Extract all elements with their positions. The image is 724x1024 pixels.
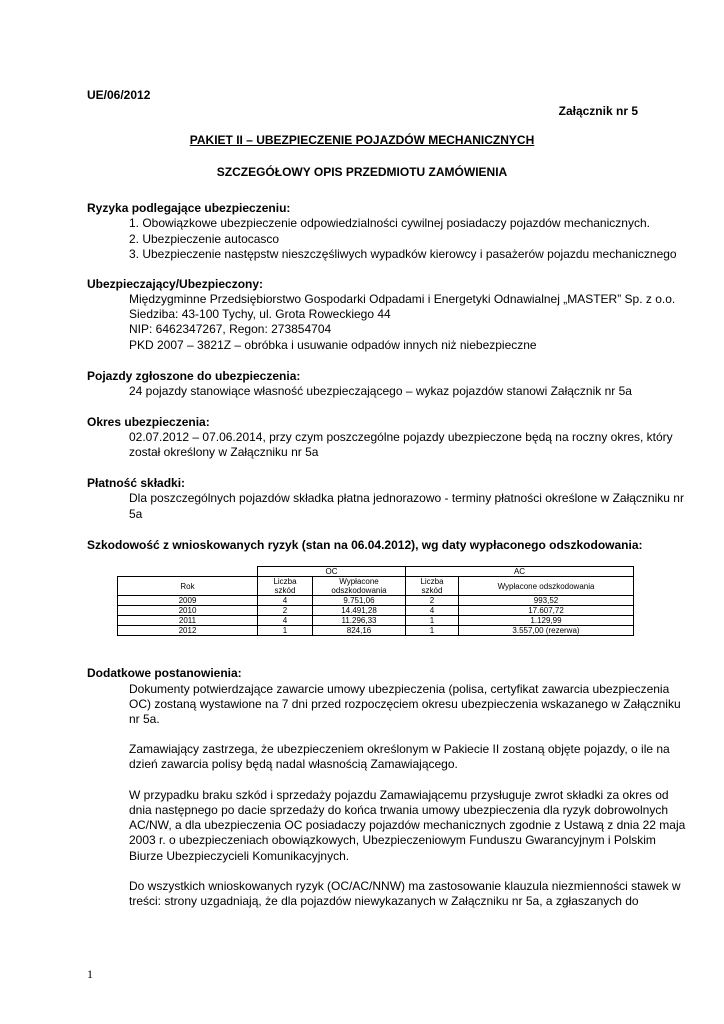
ac-paid-header: Wypłacone odszkodowania xyxy=(459,577,634,596)
vehicles-heading: Pojazdy zgłoszone do ubezpieczenia: xyxy=(87,369,301,383)
ac-count-header: Liczba szkód xyxy=(406,577,459,596)
losses-table xyxy=(117,566,634,636)
paragraph-line: dnia następnego po dacie sprzedaży do końca trwania umowy ubezpieczenia dla ryzyk dobrowolnych xyxy=(129,803,668,817)
cell-oc-count: 2 xyxy=(258,606,313,616)
risk-item: 1. Obowiązkowe ubezpieczenie odpowiedzialności cywilnej posiadaczy pojazdów mechanicznych. xyxy=(129,216,650,230)
additional-heading: Dodatkowe postanowienia: xyxy=(87,666,242,680)
cell-oc-paid: 14.491,28 xyxy=(313,606,406,616)
losses-heading: Szkodowość z wnioskowanych ryzyk (stan na 06.04.2012), wg daty wypłaconego odszkodowania: xyxy=(87,538,643,552)
risks-heading: Ryzyka podlegające ubezpieczeniu: xyxy=(87,201,291,215)
payment-text: 5a xyxy=(129,507,143,521)
cell-ac-count: 4 xyxy=(406,606,459,616)
insured-line: NIP: 6462347267, Regon: 273854704 xyxy=(129,322,332,336)
paragraph-line: W przypadku braku szkód i sprzedaży pojazdu Zamawiającemu przysługuje zwrot składki za okres od xyxy=(129,788,669,802)
paragraph-line: Biurze Ubezpieczycieli Komunikacyjnych. xyxy=(129,849,350,863)
insured-line: PKD 2007 – 3821Z – obróbka i usuwanie odpadów innych niż niebezpieczne xyxy=(129,338,537,352)
cell-oc-paid: 11.296,33 xyxy=(313,616,406,626)
period-text: 02.07.2012 – 07.06.2014, przy czym poszczególne pojazdy ubezpieczone będą na roczny okres, który xyxy=(129,430,673,444)
payment-heading: Płatność składki: xyxy=(87,476,186,490)
cell-oc-count: 4 xyxy=(258,616,313,626)
table-row xyxy=(118,606,634,616)
risk-item: 2. Ubezpieczenie autocasco xyxy=(129,232,280,246)
cell-oc-count: 1 xyxy=(258,626,313,636)
cell-oc-paid: 824,16 xyxy=(313,626,406,636)
vehicles-text: 24 pojazdy stanowiące własność ubezpieczającego – wykaz pojazdów stanowi Załącznik nr 5a xyxy=(129,384,632,398)
paragraph-line: nr 5a. xyxy=(129,712,160,726)
document-subtitle: SZCZEGÓŁOWY OPIS PRZEDMIOTU ZAMÓWIENIA xyxy=(216,165,508,179)
cell-oc-paid: 9.751,06 xyxy=(313,596,406,606)
cell-year: 2010 xyxy=(118,606,258,616)
risk-item: 3. Ubezpieczenie następstw nieszczęśliwych wypadków kierowcy i pasażerów pojazdu mechanicznego xyxy=(129,247,677,261)
cell-oc-count: 4 xyxy=(258,596,313,606)
cell-ac-count: 1 xyxy=(406,616,459,626)
paragraph-line: Do wszystkich wnioskowanych ryzyk (OC/AC/NNW) ma zastosowanie klauzula niezmienności stawek w xyxy=(129,879,681,893)
oc-paid-header: Wypłacone odszkodowania xyxy=(313,577,406,596)
document-reference: UE/06/2012 xyxy=(87,88,151,102)
cell-year: 2011 xyxy=(118,616,258,626)
table-row xyxy=(118,596,634,606)
attachment-label: Załącznik nr 5 xyxy=(558,104,638,118)
package-title: PAKIET II – UBEZPIECZENIE POJAZDÓW MECHANICZNYCH xyxy=(189,133,535,147)
paragraph-line: 2003 r. o ubezpieczeniach obowiązkowych, Ubezpieczeniowym Funduszu Gwarancyjnym i Polskim xyxy=(129,833,656,847)
paragraph-line: dzień zawarcia polisy będą nadal własnością Zamawiającego. xyxy=(129,757,458,771)
year-header: Rok xyxy=(118,577,258,596)
cell-year: 2012 xyxy=(118,626,258,636)
period-heading: Okres ubezpieczenia: xyxy=(87,415,210,429)
cell-ac-paid: 993,52 xyxy=(459,596,634,606)
oc-group-header: OC xyxy=(258,567,406,577)
paragraph-line: Zamawiający zastrzega, że ubezpieczeniem określonym w Pakiecie II zostaną objęte pojazdy, o ile na xyxy=(129,742,670,756)
cell-year: 2009 xyxy=(118,596,258,606)
page-number: 1 xyxy=(87,967,93,981)
period-text: został określony w Załączniku nr 5a xyxy=(129,445,319,459)
paragraph-line: AC/NW, a dla ubezpieczenia OC posiadaczy pojazdów mechanicznych zgodnie z Ustawą z dnia 22 maja xyxy=(129,818,686,832)
paragraph-line: OC) zostaną wystawione na 7 dni przed rozpoczęciem okresu ubezpieczenia wskazanego w Załączniku xyxy=(129,697,681,711)
cell-ac-paid: 3.557,00 (rezerwa) xyxy=(459,626,634,636)
cell-ac-count: 2 xyxy=(406,596,459,606)
insured-line: Międzygminne Przedsiębiorstwo Gospodarki Odpadami i Energetyki Odnawialnej „MASTER” Sp. z o.o. xyxy=(129,292,676,306)
insured-heading: Ubezpieczający/Ubezpieczony: xyxy=(87,277,264,291)
cell-ac-count: 1 xyxy=(406,626,459,636)
paragraph-line: treści: strony uzgadniają, że dla pojazdów niewykazanych w Załączniku nr 5a, a zgłaszanych do xyxy=(129,894,639,908)
cell-ac-paid: 17.607,72 xyxy=(459,606,634,616)
oc-count-header: Liczba szkód xyxy=(258,577,313,596)
payment-text: Dla poszczególnych pojazdów składka płatna jednorazowo - terminy płatności określone w Załączniku nr xyxy=(129,491,684,505)
cell-ac-paid: 1.129,99 xyxy=(459,616,634,626)
table-row xyxy=(118,626,634,636)
ac-group-header: AC xyxy=(406,567,634,577)
paragraph-line: Dokumenty potwierdzające zawarcie umowy ubezpieczenia (polisa, certyfikat zawarcia ubezpieczenia xyxy=(129,682,670,696)
table-row xyxy=(118,616,634,626)
insured-line: Siedziba: 43-100 Tychy, ul. Grota Roweckiego 44 xyxy=(129,307,391,321)
